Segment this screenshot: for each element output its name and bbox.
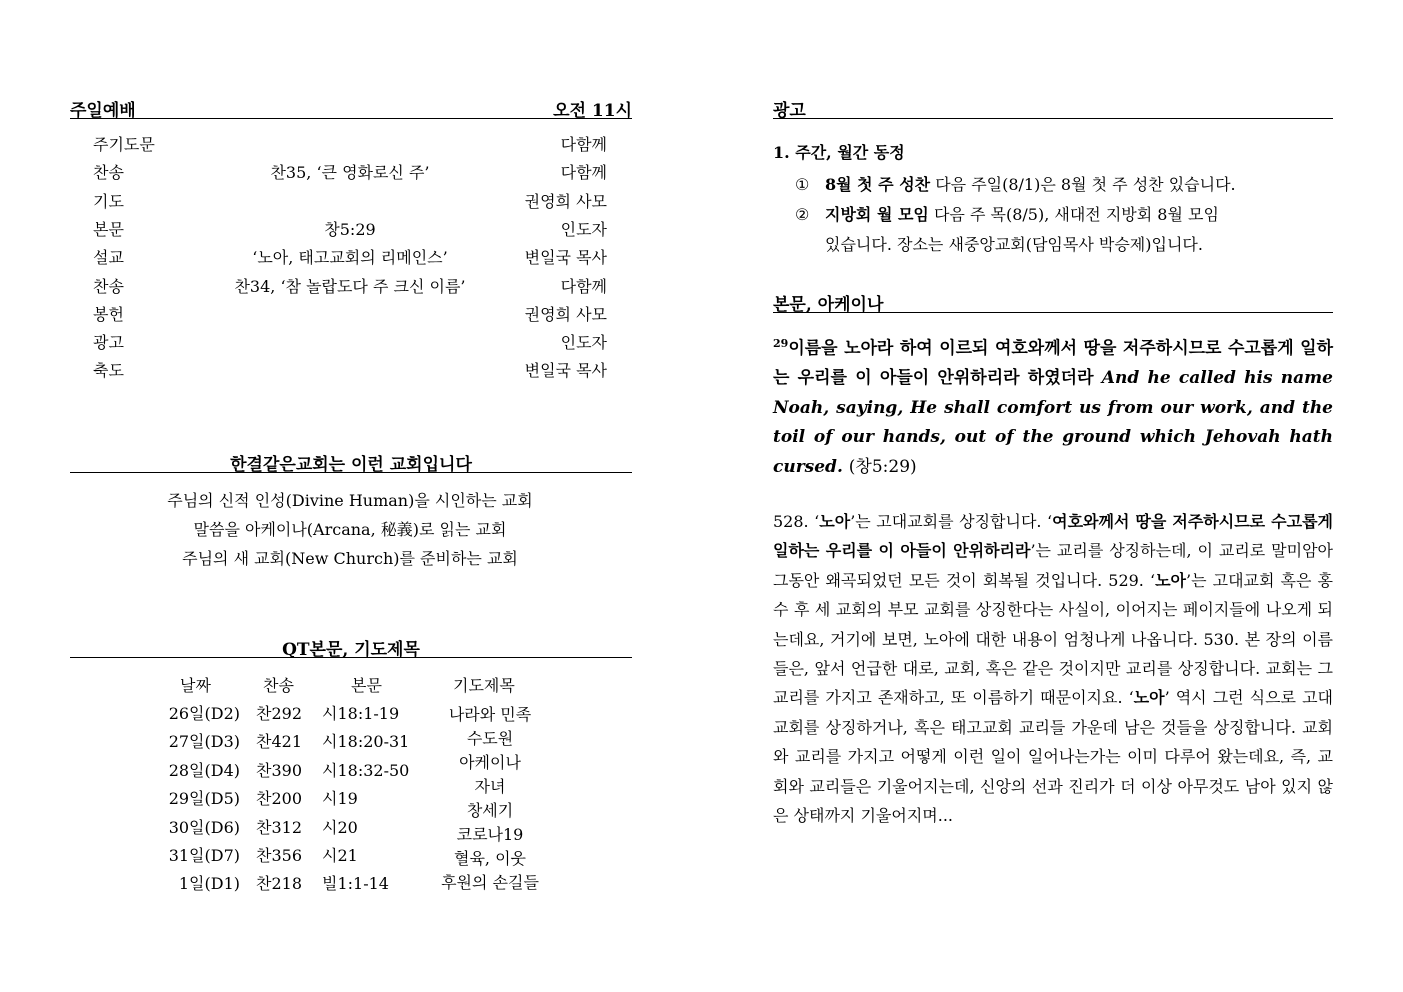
service-item-person: 인도자 <box>560 333 607 353</box>
scripture-title: 본문, 아케이나 <box>773 295 884 315</box>
qt-prayer-item: 아케이나 <box>459 753 521 772</box>
commentary-emphasis: 노아 <box>1133 688 1165 708</box>
qt-prayer-item: 후원의 손길들 <box>441 873 539 892</box>
qt-hymn: 찬200 <box>256 789 302 809</box>
qt-header-prayer: 기도제목 <box>453 676 515 695</box>
service-item-name: 주기도문 <box>93 135 155 154</box>
service-item-person: 변일국 목사 <box>524 248 607 268</box>
qt-hymn: 찬218 <box>256 874 302 894</box>
ad-item <box>795 200 1333 260</box>
qt-title: QT본문, 기도제목 <box>282 640 420 660</box>
verse-english: And he called his name Noah, saying, He shall comfort us from our work, and the toil of our hands, out of the ground which Jehovah hath cursed. <box>773 368 1333 477</box>
service-item-name: 찬송 <box>93 163 124 183</box>
commentary-text: ’ 역시 그런 식으로 고대교회를 상징하거나, 혹은 태고교회 교리들 가운데 남은 것들을 상징합니다. 교회와 교리를 가지고 어떻게 이런 일이 일어나는가는 이미 다루어 왔는데요, 즉, 교회와 교리들은 기울어지는데, 신앙의 선과 진리가 더 이상 아무것도 남아 있지 않은 상태까지 기울어지며... <box>773 688 1333 826</box>
qt-text: 시19 <box>322 789 358 809</box>
qt-date: 28일(D4) <box>168 760 240 780</box>
qt-hymn: 찬356 <box>256 846 302 865</box>
service-item <box>93 330 607 358</box>
commentary <box>773 507 1333 830</box>
qt-header-date: 날짜 <box>180 676 211 695</box>
commentary-text: ’는 고대교회를 상징합니다. ‘ <box>850 512 1053 531</box>
verse-reference: (창5:29) <box>848 456 917 477</box>
commentary-emphasis: 여호와께서 땅을 저주하시므로 수고롭게 일하는 우리를 이 아들이 안위하리라 <box>773 512 1333 561</box>
service-item <box>93 132 607 160</box>
service-item-name: 찬송 <box>93 276 124 296</box>
service-item-name: 봉헌 <box>93 304 124 324</box>
ad-item <box>795 170 1333 200</box>
qt-hymn: 찬390 <box>256 760 302 780</box>
qt-hymn: 찬292 <box>256 704 302 723</box>
ads-section-title: 1. 주간, 월간 동정 <box>773 143 905 162</box>
qt-prayer-item: 코로나19 <box>456 825 524 844</box>
service-item <box>93 189 607 217</box>
ad-item-text: 다음 주 목(8/5), 새대전 지방회 8월 모임 <box>928 205 1219 224</box>
commentary-text: ’는 교리를 상징하는데, 이 교리로 말미암아 그동안 왜곡되었던 모든 것이 회복될 것입니다. 529. ‘ <box>773 541 1333 590</box>
scripture-header <box>773 290 1333 313</box>
service-item-name: 설교 <box>93 248 124 268</box>
ads-title: 광고 <box>773 101 806 121</box>
service-item-person: 다함께 <box>560 163 607 183</box>
qt-date: 30일(D6) <box>168 817 240 837</box>
service-item-name: 축도 <box>93 361 124 381</box>
verse-number: 29 <box>773 337 789 350</box>
service-item-detail: 찬35, ‘큰 영화로신 주’ <box>270 163 430 183</box>
ad-item-bold: 지방회 월 모임 <box>825 205 929 224</box>
qt-prayer-item: 나라와 민족 <box>448 705 532 724</box>
qt-prayer-item: 수도원 <box>466 729 514 748</box>
qt-date: 27일(D3) <box>168 732 240 752</box>
commentary-text: ’는 고대교회 혹은 홍수 후 세 교회의 부모 교회를 상징한다는 사실이, 이어지는 페이지들에 나오게 되는데요, 거기에 보면, 노아에 대한 내용이 엄청나게 나옵니다. 530. 본 장의 이름들은, 앞서 언급한 대로, 교회, 혹은 같은 것이지만 교리를 상징합니다. 교회는 그 교리를 가지고 존재하고, 또 이름하기 때문이지요. ‘ <box>773 570 1333 708</box>
qt-date: 26일(D2) <box>168 704 240 723</box>
service-item <box>93 302 607 330</box>
qt-text: 빌1:1-14 <box>322 874 389 894</box>
service-item-name: 광고 <box>93 333 124 353</box>
qt-header <box>70 635 632 658</box>
service-item <box>93 274 607 302</box>
service-header <box>70 96 632 119</box>
commentary-emphasis: 노아 <box>1155 570 1186 590</box>
service-time: 오전 11시 <box>553 101 632 121</box>
qt-date: 31일(D7) <box>168 846 240 865</box>
church-line: 주님의 새 교회(New Church)를 준비하는 교회 <box>182 549 518 568</box>
service-item-detail: 찬34, ‘참 놀랍도다 주 크신 이름’ <box>234 276 466 296</box>
qt-header-hymn: 찬송 <box>263 676 294 695</box>
service-title: 주일예배 <box>70 101 136 121</box>
service-item-person: 다함께 <box>560 276 607 296</box>
qt-date: 29일(D5) <box>168 789 240 809</box>
service-item-person: 변일국 목사 <box>524 361 607 381</box>
qt-prayer-item: 자녀 <box>474 777 506 796</box>
ad-item-text: 다음 주일(8/1)은 8월 첫 주 성찬 있습니다. <box>930 175 1236 194</box>
qt-text: 시21 <box>322 846 358 865</box>
qt-header-text: 본문 <box>351 676 382 695</box>
qt-text: 시18:32-50 <box>322 760 410 780</box>
verse-korean: 이름을 노아라 하여 이르되 여호와께서 땅을 저주하시므로 수고롭게 일하는 우리를 이 아들이 안위하리라 하였더라 <box>773 338 1333 389</box>
qt-text: 시18:1-19 <box>322 704 400 723</box>
ad-item-bold: 8월 첫 주 성찬 <box>825 175 931 194</box>
service-item <box>93 245 607 273</box>
commentary-emphasis: 노아 <box>819 512 851 531</box>
ad-item-continuation: 있습니다. 장소는 새중앙교회(담임목사 박승제)입니다. <box>825 235 1203 254</box>
qt-prayer-item: 창세기 <box>466 801 514 820</box>
qt-date: 1일(D1) <box>178 874 240 894</box>
commentary-text: 528. ‘ <box>773 512 820 531</box>
church-line: 말씀을 아케이나(Arcana, 秘義)로 읽는 교회 <box>193 520 507 539</box>
qt-hymn: 찬312 <box>256 817 302 837</box>
qt-text: 시20 <box>322 817 358 837</box>
church-header <box>70 450 632 473</box>
church-title: 한결같은교회는 이런 교회입니다 <box>230 455 472 475</box>
service-item-person: 다함께 <box>560 135 607 154</box>
service-item <box>93 358 607 386</box>
qt-hymn: 찬421 <box>256 732 302 752</box>
ad-item-number: ① <box>795 175 810 194</box>
service-item-detail: ‘노아, 태고교회의 리메인스’ <box>252 248 448 268</box>
service-item <box>93 160 607 188</box>
service-item-name: 본문 <box>93 219 124 239</box>
ad-item-number: ② <box>795 205 810 224</box>
service-item-person: 권영희 사모 <box>524 304 607 324</box>
service-item-person: 권영희 사모 <box>524 191 607 211</box>
qt-prayer-item: 혈육, 이웃 <box>454 849 526 868</box>
ads-header <box>773 96 1333 119</box>
qt-text: 시18:20-31 <box>322 732 410 752</box>
service-item-person: 인도자 <box>560 219 607 239</box>
scripture-verse <box>773 329 1333 482</box>
service-item-name: 기도 <box>93 191 124 211</box>
church-line: 주님의 신적 인성(Divine Human)을 시인하는 교회 <box>167 491 533 510</box>
service-item-detail: 창5:29 <box>324 219 376 239</box>
service-item <box>93 217 607 245</box>
